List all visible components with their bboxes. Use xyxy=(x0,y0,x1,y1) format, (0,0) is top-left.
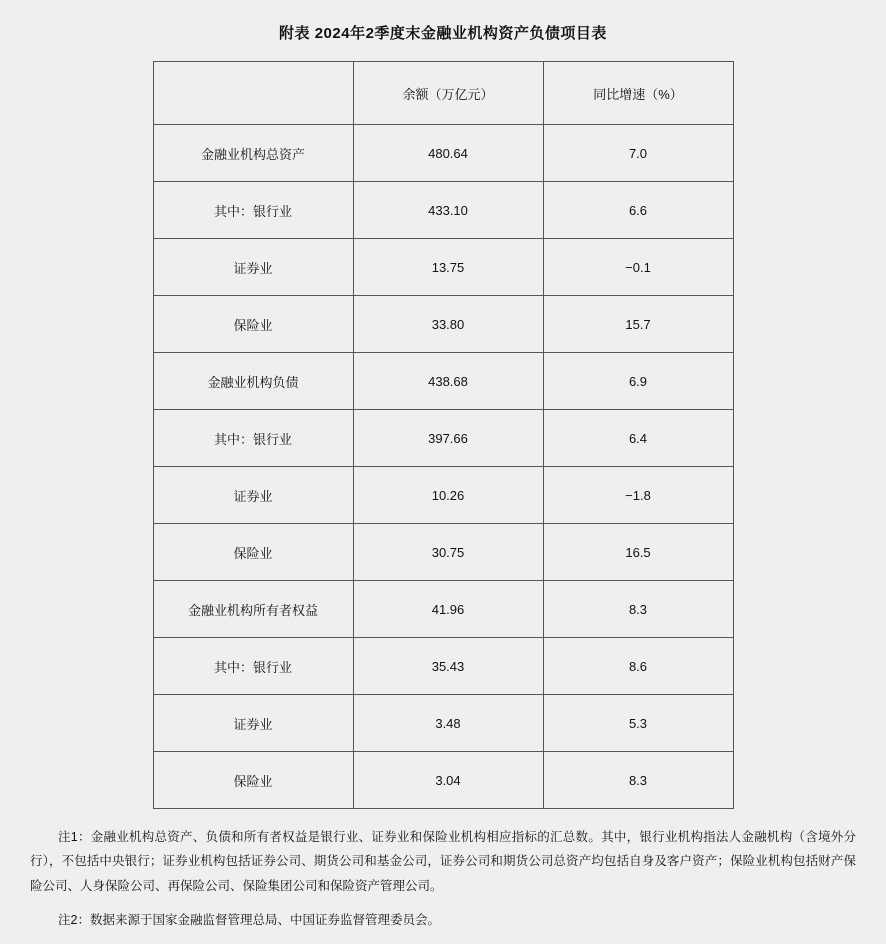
row-label: 保险业 xyxy=(153,524,353,581)
row-growth: −0.1 xyxy=(543,239,733,296)
row-label: 保险业 xyxy=(153,296,353,353)
column-header-growth: 同比增速（%） xyxy=(543,62,733,125)
row-label: 其中：银行业 xyxy=(153,410,353,467)
row-balance: 438.68 xyxy=(353,353,543,410)
table-row xyxy=(153,353,733,410)
row-balance: 3.04 xyxy=(353,752,543,809)
row-label: 金融业机构负债 xyxy=(153,353,353,410)
table-row xyxy=(153,239,733,296)
note-1: 注1：金融业机构总资产、负债和所有者权益是银行业、证券业和保险业机构相应指标的汇总数。其中，银行业机构指法人金融机构（含境外分行），不包括中央银行；证券业机构包括证券公司、期货公司和基金公司，证券公司和期货公司总资产均包括自身及客户资产；保险业机构包括财产保险公司、人身保险公司、再保险公司、保险集团公司和保险资产管理公司。 xyxy=(30,830,856,893)
table-row xyxy=(153,581,733,638)
column-header-item xyxy=(153,62,353,125)
row-balance: 397.66 xyxy=(353,410,543,467)
table-row xyxy=(153,752,733,809)
row-growth: 6.9 xyxy=(543,353,733,410)
table-row xyxy=(153,182,733,239)
table-body xyxy=(153,125,733,809)
table-row xyxy=(153,524,733,581)
row-balance: 33.80 xyxy=(353,296,543,353)
row-growth: 6.6 xyxy=(543,182,733,239)
row-label: 保险业 xyxy=(153,752,353,809)
table-row xyxy=(153,467,733,524)
table-header-row xyxy=(153,62,733,125)
row-label: 其中：银行业 xyxy=(153,182,353,239)
table-row xyxy=(153,410,733,467)
row-balance: 3.48 xyxy=(353,695,543,752)
row-balance: 10.26 xyxy=(353,467,543,524)
table-row xyxy=(153,125,733,182)
notes-section xyxy=(30,825,856,933)
financial-table xyxy=(153,61,734,809)
row-growth: 16.5 xyxy=(543,524,733,581)
page-title: 附表 2024年2季度末金融业机构资产负债项目表 xyxy=(279,25,607,42)
row-balance: 13.75 xyxy=(353,239,543,296)
table-row xyxy=(153,695,733,752)
row-label: 其中：银行业 xyxy=(153,638,353,695)
row-balance: 41.96 xyxy=(353,581,543,638)
row-growth: 5.3 xyxy=(543,695,733,752)
table-header xyxy=(153,62,733,125)
column-header-balance: 余额（万亿元） xyxy=(353,62,543,125)
row-balance: 480.64 xyxy=(353,125,543,182)
row-balance: 433.10 xyxy=(353,182,543,239)
row-label: 证券业 xyxy=(153,695,353,752)
row-growth: 8.3 xyxy=(543,581,733,638)
row-growth: 8.6 xyxy=(543,638,733,695)
row-growth: 8.3 xyxy=(543,752,733,809)
table-row xyxy=(153,296,733,353)
note-2: 注2：数据来源于国家金融监督管理总局、中国证券监督管理委员会。 xyxy=(58,913,440,928)
row-label: 金融业机构总资产 xyxy=(153,125,353,182)
row-balance: 30.75 xyxy=(353,524,543,581)
row-growth: 7.0 xyxy=(543,125,733,182)
row-label: 证券业 xyxy=(153,239,353,296)
table-row xyxy=(153,638,733,695)
row-label: 证券业 xyxy=(153,467,353,524)
row-label: 金融业机构所有者权益 xyxy=(153,581,353,638)
row-growth: 15.7 xyxy=(543,296,733,353)
row-balance: 35.43 xyxy=(353,638,543,695)
row-growth: 6.4 xyxy=(543,410,733,467)
row-growth: −1.8 xyxy=(543,467,733,524)
